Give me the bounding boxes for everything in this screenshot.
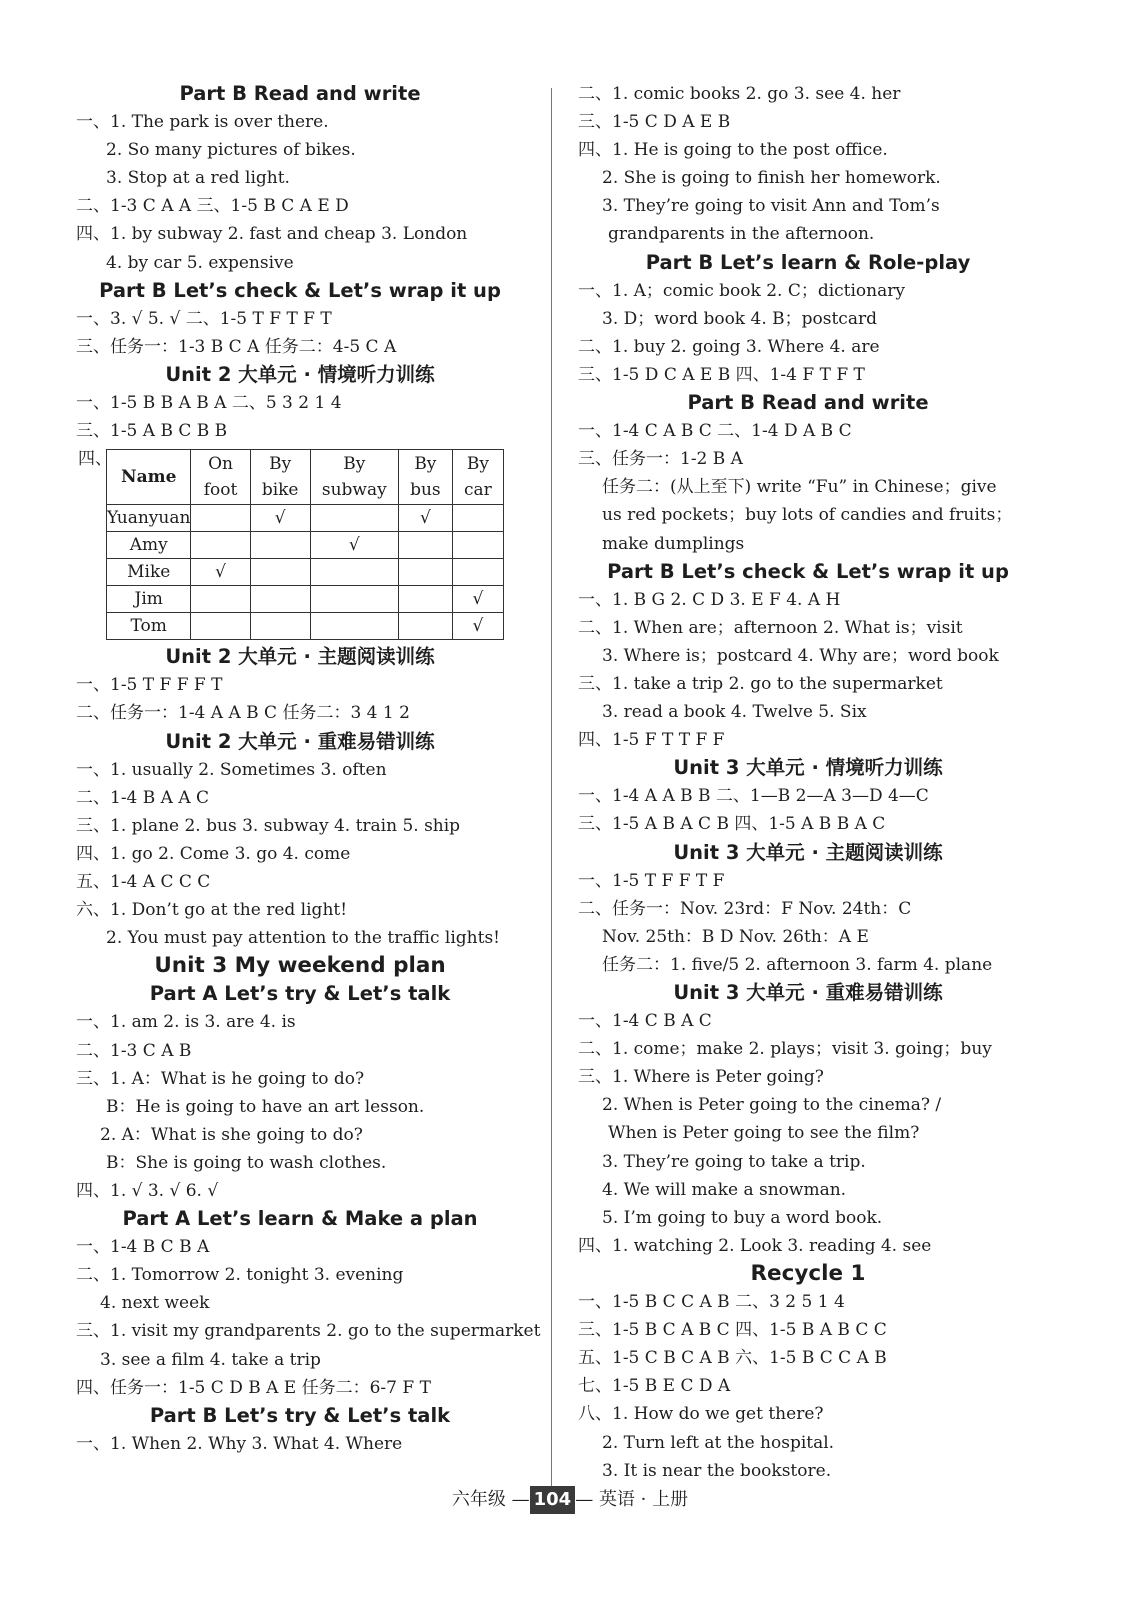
answer-line: 一、1-5 B B A B A 二、5 3 2 1 4	[76, 393, 342, 414]
answer-line: 2. When is Peter going to the cinema? /	[602, 1095, 942, 1116]
table-name-cell: Mike	[107, 559, 191, 586]
table-check-cell	[452, 559, 503, 586]
answer-line: 六、1. Don’t go at the red light!	[76, 900, 348, 921]
answer-line: 2. So many pictures of bikes.	[106, 140, 356, 161]
table-check-cell	[310, 559, 398, 586]
answer-line: 一、1. When 2. Why 3. What 4. Where	[76, 1433, 403, 1454]
answer-line: 3. Stop at a red light.	[106, 168, 290, 189]
table-check-cell	[250, 586, 310, 613]
section-heading: Unit 2 大单元 · 情境听力训练	[165, 362, 435, 386]
answer-line: 一、1. usually 2. Sometimes 3. often	[76, 759, 387, 780]
section-heading: Unit 3 大单元 · 情境听力训练	[673, 756, 943, 780]
table-header-cell: Name	[107, 450, 191, 505]
table-check-cell: √	[452, 613, 503, 640]
answer-line: us red pockets；buy lots of candies and fruits；	[602, 505, 1013, 526]
table-check-cell	[191, 505, 250, 532]
page-number: 104	[530, 1486, 576, 1514]
answer-line: 四、1. √ 3. √ 6. √	[76, 1181, 219, 1201]
answer-line: 三、1. Where is Peter going?	[578, 1067, 824, 1088]
answer-line: 2. You must pay attention to the traffic lights!	[106, 928, 501, 949]
answer-line: 三、1-5 B C A B C 四、1-5 B A B C C	[578, 1320, 887, 1341]
section-heading: Unit 3 大单元 · 主题阅读训练	[673, 840, 943, 864]
table-name-cell: Jim	[107, 586, 191, 613]
section-heading: Part B Let’s check & Let’s wrap it up	[607, 559, 1009, 583]
answer-line: 一、1. B G 2. C D 3. E F 4. A H	[578, 589, 841, 610]
answer-line: 3. Where is；postcard 4. Why are；word book	[602, 645, 999, 666]
answer-line: 4. We will make a snowman.	[602, 1179, 847, 1200]
transport-table	[106, 449, 504, 640]
answer-line: 二、1. Tomorrow 2. tonight 3. evening	[76, 1265, 404, 1286]
answer-line: 三、1. take a trip 2. go to the supermarket	[578, 673, 943, 694]
table-check-cell	[452, 505, 503, 532]
table-header-row	[107, 450, 504, 505]
answer-line: 二、1. buy 2. going 3. Where 4. are	[578, 336, 880, 357]
answer-line: When is Peter going to see the film?	[608, 1123, 920, 1144]
answer-line: 4. next week	[100, 1293, 210, 1314]
answer-line: 四、1. He is going to the post office.	[578, 140, 888, 161]
answer-line: 七、1-5 B E C D A	[578, 1376, 731, 1397]
table-check-cell: √	[452, 586, 503, 613]
answer-line: 任务二：1. five/5 2. afternoon 3. farm 4. plane	[602, 954, 993, 975]
table-row	[107, 532, 504, 559]
answer-line: 一、1-5 T F F T F	[578, 870, 725, 891]
table-question-number: 四、	[78, 449, 112, 470]
answer-line: 三、1-5 D C A E B 四、1-4 F T F T	[578, 364, 865, 385]
table-check-cell	[310, 586, 398, 613]
answer-line: 3. read a book 4. Twelve 5. Six	[602, 702, 867, 723]
answer-line: 二、1-3 C A B	[76, 1040, 192, 1061]
table-row	[107, 613, 504, 640]
answer-line: 一、3. √ 5. √ 二、1-5 T F T F T	[76, 308, 332, 329]
table-check-cell	[191, 586, 250, 613]
answer-line: 3. They’re going to visit Ann and Tom’s	[602, 196, 940, 217]
table-header-cell: By subway	[310, 450, 398, 505]
table-check-cell: √	[250, 505, 310, 532]
table-check-cell	[310, 505, 398, 532]
answer-line: 一、1-4 A A B B 二、1—B 2—A 3—D 4—C	[578, 786, 929, 807]
table-row	[107, 586, 504, 613]
answer-line: 五、1-4 A C C C	[76, 871, 211, 892]
answer-line: 二、1-3 C A A 三、1-5 B C A E D	[76, 196, 349, 217]
answer-line: 二、任务一：Nov. 23rd：F Nov. 24th：C	[578, 898, 912, 919]
answer-line: 三、任务一：1-2 B A	[578, 449, 743, 470]
answer-line: 一、1. The park is over there.	[76, 112, 329, 133]
table-check-cell	[250, 559, 310, 586]
table-row	[107, 559, 504, 586]
answer-line: 二、1. comic books 2. go 3. see 4. her	[578, 84, 901, 104]
answer-table-block	[76, 445, 524, 643]
table-check-cell	[191, 613, 250, 640]
answer-line: 一、1. A；comic book 2. C；dictionary	[578, 280, 905, 301]
column-divider	[551, 88, 552, 1508]
table-check-cell	[398, 559, 452, 586]
answer-line: 一、1-4 B C B A	[76, 1237, 210, 1258]
table-check-cell	[191, 532, 250, 559]
section-heading: Unit 3 My weekend plan	[154, 953, 446, 979]
section-heading: Part B Let’s learn & Role-play	[645, 250, 971, 274]
table-check-cell	[398, 532, 452, 559]
answer-line: 五、1-5 C B C A B 六、1-5 B C C A B	[578, 1348, 887, 1369]
answer-line: 四、1-5 F T T F F	[578, 730, 725, 751]
answer-line: 3. It is near the bookstore.	[602, 1460, 832, 1481]
answer-line: 5. I’m going to buy a word book.	[602, 1207, 883, 1228]
section-heading: Unit 3 大单元 · 重难易错训练	[673, 981, 943, 1004]
left-column	[76, 80, 541, 1458]
answer-line: 3. see a film 4. take a trip	[100, 1349, 321, 1370]
answer-line: 二、1. come；make 2. plays；visit 3. going；buy	[578, 1039, 992, 1060]
section-heading: Part B Let’s check & Let’s wrap it up	[99, 278, 501, 302]
answer-line: 三、1. plane 2. bus 3. subway 4. train 5. ship	[76, 815, 461, 836]
table-check-cell: √	[310, 532, 398, 559]
answer-line: 2. Turn left at the hospital.	[602, 1432, 835, 1453]
answer-line: 四、1. go 2. Come 3. go 4. come	[76, 843, 351, 864]
table-check-cell: √	[398, 505, 452, 532]
table-check-cell	[452, 532, 503, 559]
section-heading: Part A Let’s learn & Make a plan	[122, 1207, 478, 1231]
page-footer: 六年级 — 104 — 英语 · 上册	[0, 1486, 1140, 1514]
section-heading: Unit 2 大单元 · 主题阅读训练	[165, 645, 435, 669]
answer-line: 2. A：What is she going to do?	[100, 1124, 363, 1145]
answer-line: 一、1-4 C B A C	[578, 1011, 712, 1032]
section-heading: Part B Read and write	[687, 391, 929, 415]
answer-line: 3. D；word book 4. B；postcard	[602, 308, 877, 329]
table-check-cell: √	[191, 559, 250, 586]
table-check-cell	[250, 613, 310, 640]
table-check-cell	[398, 586, 452, 613]
section-heading: Part A Let’s try & Let’s talk	[149, 982, 451, 1006]
table-header-cell: By car	[452, 450, 503, 505]
table-name-cell: Amy	[107, 532, 191, 559]
answer-line: 四、1. by subway 2. fast and cheap 3. London	[76, 224, 468, 245]
answer-line: 四、1. watching 2. Look 3. reading 4. see	[578, 1235, 932, 1256]
table-check-cell	[398, 613, 452, 640]
answer-line: 一、1-4 C A B C 二、1-4 D A B C	[578, 421, 852, 442]
answer-line: 三、1-5 A B C B B	[76, 421, 228, 442]
table-name-cell: Tom	[107, 613, 191, 640]
answer-line: Nov. 25th：B D Nov. 26th：A E	[602, 926, 869, 947]
section-heading: Part B Let’s try & Let’s talk	[149, 1403, 451, 1427]
answer-line: 三、1-5 A B A C B 四、1-5 A B B A C	[578, 814, 886, 835]
footer-grade: 六年级	[451, 1489, 506, 1510]
table-header-cell: By bike	[250, 450, 310, 505]
answer-line: B：She is going to wash clothes.	[106, 1152, 387, 1173]
footer-subject: 英语 · 上册	[598, 1489, 689, 1510]
answer-line: 3. They’re going to take a trip.	[602, 1151, 866, 1172]
answer-line: 一、1-5 T F F F T	[76, 675, 223, 696]
table-header-cell: By bus	[398, 450, 452, 505]
right-column	[578, 80, 1038, 1485]
section-heading: Part B Read and write	[179, 82, 421, 105]
section-heading: Recycle 1	[750, 1260, 866, 1286]
answer-line: 三、1. A：What is he going to do?	[76, 1068, 365, 1089]
answer-line: 2. She is going to finish her homework.	[602, 168, 941, 189]
answer-line: 四、任务一：1-5 C D B A E 任务二：6-7 F T	[76, 1377, 431, 1398]
answer-line: 任务二：(从上至下) write “Fu” in Chinese；give	[602, 477, 997, 498]
table-check-cell	[310, 613, 398, 640]
table-row	[107, 505, 504, 532]
answer-line: 二、1-4 B A A C	[76, 787, 210, 808]
answer-line: 三、任务一：1-3 B C A 任务二：4-5 C A	[76, 336, 397, 357]
answer-line: 一、1-5 B C C A B 二、3 2 5 1 4	[578, 1292, 845, 1313]
answer-line: 二、1. When are；afternoon 2. What is；visit	[578, 617, 963, 638]
section-heading: Unit 2 大单元 · 重难易错训练	[165, 729, 435, 753]
answer-line: 三、1-5 C D A E B	[578, 112, 731, 133]
answer-line: 三、1. visit my grandparents 2. go to the supermarket	[76, 1321, 541, 1342]
answer-line: 4. by car 5. expensive	[106, 252, 294, 273]
answer-line: B：He is going to have an art lesson.	[106, 1096, 425, 1117]
table-check-cell	[250, 532, 310, 559]
answer-line: 八、1. How do we get there?	[578, 1404, 824, 1425]
table-header-cell: On foot	[191, 450, 250, 505]
table-name-cell: Yuanyuan	[107, 505, 191, 532]
answer-line: 二、任务一：1-4 A A B C 任务二：3 4 1 2	[76, 703, 410, 724]
answer-line: 一、1. am 2. is 3. are 4. is	[76, 1012, 296, 1033]
answer-line: make dumplings	[602, 533, 745, 554]
answer-line: grandparents in the afternoon.	[608, 224, 875, 245]
